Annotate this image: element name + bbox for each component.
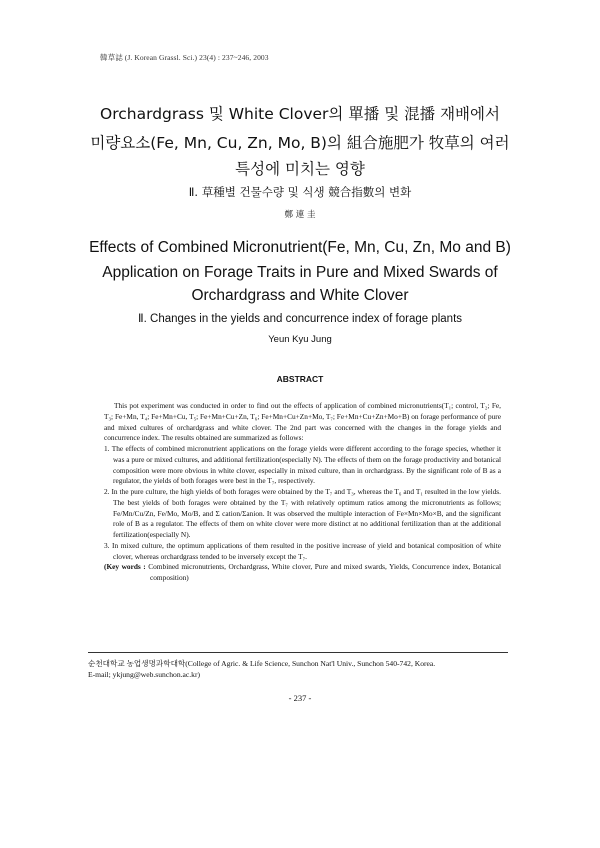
english-title-line-1: Effects of Combined Micronutrient(Fe, Mn, Cu, Zn, Mo and B) [89, 239, 511, 256]
english-title-line-2: Application on Forage Traits in Pure and Mixed Swards of [102, 264, 498, 281]
keywords-list: Combined micronutrients, Orchardgrass, White clover, Pure and mixed swards, Yields, Concurrence index, Botanical composition) [148, 562, 501, 582]
abstract-intro: This pot experiment was conducted in order to find out the effects of application of combined micronutrients(T₁; control, T₂; Fe, T₃; Fe+Mn, T₄; Fe+Mn+Cu, T₅; Fe+Mn+Cu+Zn, T₆; Fe+Mn+Cu+Zn+Mo, T₇; Fe+Mn+Cu+Zn+Mo+B) on forage performance of pure and mixed cultures of orchardgrass and white clover. The 2nd part was concerned with the changes in the forage yields and concurrence index. The results obtained are summarized as follows: [104, 401, 501, 443]
korean-title-line-1: Orchardgrass 및 White Clover의 單播 및 混播 재배에서 [100, 105, 500, 123]
korean-subtitle: Ⅱ. 草種별 건물수량 및 식생 競合指數의 변화 [188, 185, 412, 199]
abstract-result-3: 3. In mixed culture, the optimum applications of them resulted in the positive increase of yield and botanical composition of white clover, whereas orchardgrass tended to be inversely except the T₇. [104, 540, 501, 561]
korean-title-line-2: 미량요소(Fe, Mn, Cu, Zn, Mo, B)의 組合施肥가 牧草의 여러 [90, 134, 510, 152]
korean-author: 鄭 連 圭 [284, 210, 316, 220]
journal-citation: 韓草誌 (J. Korean Grassl. Sci.) 23(4) : 237~246, 2003 [100, 53, 269, 62]
footnote-affiliation: 순천대학교 농업생명과학대학(College of Agric. & Life Science, Sunchon Nat'l Univ., Sunchon 540-742, Korea. [88, 659, 436, 668]
english-subtitle: Ⅱ. Changes in the yields and concurrence index of forage plants [137, 313, 463, 325]
keywords [104, 562, 501, 584]
author-footnote [88, 658, 508, 680]
footnote-email: E-mail; ykjung@web.sunchon.ac.kr) [88, 670, 201, 679]
keywords-label: (Key words : [104, 562, 146, 572]
abstract-result-1: 1. The effects of combined micronutrient applications on the forage yields were different according to the forage species, whether it was a pure or mixed cultures, and additional fertilization(especially N). The effects of them on the forage productivity and botanical composition were more obvious in white clover, especially in mixed culture, than in orchardgrass. By the significant role of B as a regulator, the yields of both forages were best in the T₇, respectively. [104, 444, 501, 486]
abstract-heading: ABSTRACT [276, 374, 324, 384]
abstract-result-2: 2. In the pure culture, the high yields of both forages were obtained by the T₇ and T₃, whereas the T₆ and T₁ resulted in the low yields. The best yields of both forages were obtained by the T₇ with relatively optimum ratios among the micronutrients as follows; Fe/Mn/Cu/Zn, Fe/Mo, Mo/B, and Σ cation/Σanion. It was observed the multiple interaction of Fe×Mn×Mo×B, and the significant role of B as a regulator. The effects of them on white clover were more distinct at no additional fertilization than at the additional fertilization(especially N). [104, 487, 501, 539]
page-number: - 237 - [288, 693, 312, 703]
footnote-divider [88, 652, 508, 653]
english-title-line-3: Orchardgrass and White Clover [191, 287, 409, 304]
english-author: Yeun Kyu Jung [268, 334, 332, 345]
korean-title-line-3: 특성에 미치는 영향 [235, 160, 365, 178]
abstract-body [104, 401, 501, 584]
